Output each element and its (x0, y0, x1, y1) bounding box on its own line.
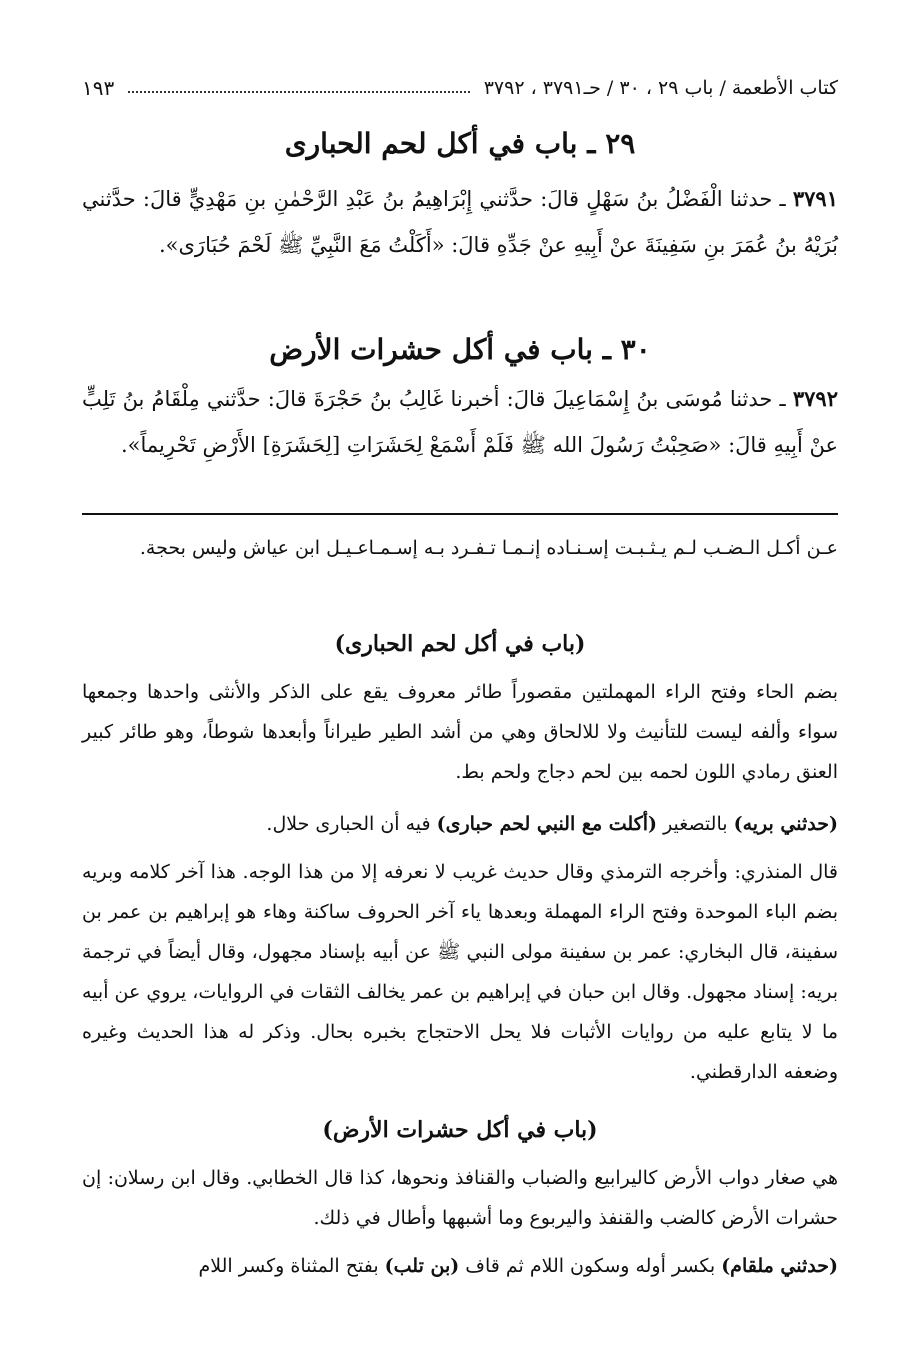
hadith-3792-number: ٣٧٩٢ (792, 386, 838, 411)
paragraph-2-term-1: (حدثني بريه) (733, 813, 838, 835)
paragraph-2-mid: بالتصغير (657, 813, 734, 835)
chapter-29 (82, 124, 838, 164)
commentary-paragraph-5 (82, 1246, 838, 1286)
running-header (82, 72, 838, 104)
commentary-paragraph-1: بضم الحاء وفتح الراء المهملتين مقصوراً طائر معروف يقع على الذكر والأنثى واحدها وجمعها سواء وألفه ليست للتأنيث ولا للالحاق وهي من أشد الطير طيراناً وأبعدها شوطاً، وهو طائر كبير العنق رمادي اللون لحمه بين لحم دجاج ولحم بط. (82, 681, 838, 783)
chapter-29-title: ٢٩ ـ باب في أكل لحم الحبارى (284, 127, 636, 160)
paragraph-5-tail: بفتح المثناة وكسر اللام (198, 1255, 385, 1277)
hadith-3791 (82, 176, 838, 268)
hadith-3791-number: ٣٧٩١ (792, 186, 838, 211)
header-title: كتاب الأطعمة / باب ٢٩ ، ٣٠ / حـ٣٧٩١ ، ٣٧٩٢ (483, 77, 838, 99)
paragraph-5-term-1: (حدثني ملقام) (721, 1255, 838, 1277)
header-dotted-leader (128, 91, 469, 93)
commentary-subtitle-1: (باب في أكل لحم الحبارى) (334, 631, 586, 657)
paragraph-5-mid: بكسر أوله وسكون اللام ثم قاف (459, 1255, 722, 1277)
hadith-3791-text: ـ حدثنا الْفَضْلُ بنُ سَهْلٍ قالَ: حدَّثني إِبْرَاهِيمُ بنُ عَبْدِ الرَّحْمٰنِ بنِ مَهْدِيٍّ قالَ: حدَّثني بُرَيْهُ بنُ عُمَرَ بنِ سَفِينَةَ عنْ أَبِيهِ عنْ جَدِّهِ قالَ: «أَكَلْتُ مَعَ النَّبِيِّ ﷺ لَحْمَ حُبَارَى». (82, 187, 838, 257)
paragraph-5-term-2: (بن تلب) (384, 1255, 460, 1277)
hadith-3792-text: ـ حدثنا مُوسَى بنُ إِسْمَاعِيلَ قالَ: أخبرنا غَالِبُ بنُ حَجْرَةَ قالَ: حدَّثني مِلْقَامُ بنُ تَلِبٍّ عنْ أَبِيهِ قالَ: «صَحِبْتُ رَسُولَ الله ﷺ فَلَمْ أَسْمَعْ لِحَشَرَاتِ [لِحَشَرَةِ] الأَرْضِ تَحْرِيماً». (82, 387, 838, 457)
page-number: ١٩٣ (82, 76, 115, 100)
commentary-paragraph-4: هي صغار دواب الأرض كاليرابيع والضباب والقنافذ ونحوها، كذا قال الخطابي. وقال ابن رسلان: إن حشرات الأرض كالضب والقنفذ واليربوع وما أشبهها وأطال في ذلك. (82, 1167, 838, 1229)
commentary-paragraph-2 (82, 804, 838, 844)
hadith-3792 (82, 376, 838, 468)
paragraph-2-tail: فيه أن الحبارى حلال. (266, 813, 437, 835)
chapter-30-title: ٣٠ ـ باب في أكل حشرات الأرض (269, 333, 651, 366)
footnote-divider (82, 513, 838, 515)
chapter-30 (82, 330, 838, 370)
commentary-subtitle-2: (باب في أكل حشرات الأرض) (322, 1117, 598, 1143)
paragraph-2-term-2: (أكلت مع النبي لحم حبارى) (436, 813, 658, 835)
commentary-intro: عـن أكـل الـضـب لـم يـثـبـت إسـنـاده إنـمـا تـفـرد بـه إسـمـاعـيـل ابن عياش وليس بحجة. (139, 537, 838, 559)
commentary-paragraph-3: قال المنذري: وأخرجه الترمذي وقال حديث غريب لا نعرفه إلا من هذا الوجه. هذا آخر كلامه وبريه بضم الباء الموحدة وفتح الراء المهملة وبعدها ياء آخر الحروف ساكنة وهاء هو إبراهيم بن عمر بن سفينة، قال البخاري: عمر بن سفينة مولى النبي ﷺ عن أبيه بإسناد مجهول، وقال أيضاً في ترجمة بريه: إسناد مجهول. وقال ابن حبان في إبراهيم بن عمر يخالف الثقات في الروايات، يروي عن أبيه ما لا يتابع عليه من روايات الأثبات فلا يحل الاحتجاج بخبره بحال. وذكر له هذا الحديث وغيره وضعفه الدارقطني. (82, 861, 838, 1083)
